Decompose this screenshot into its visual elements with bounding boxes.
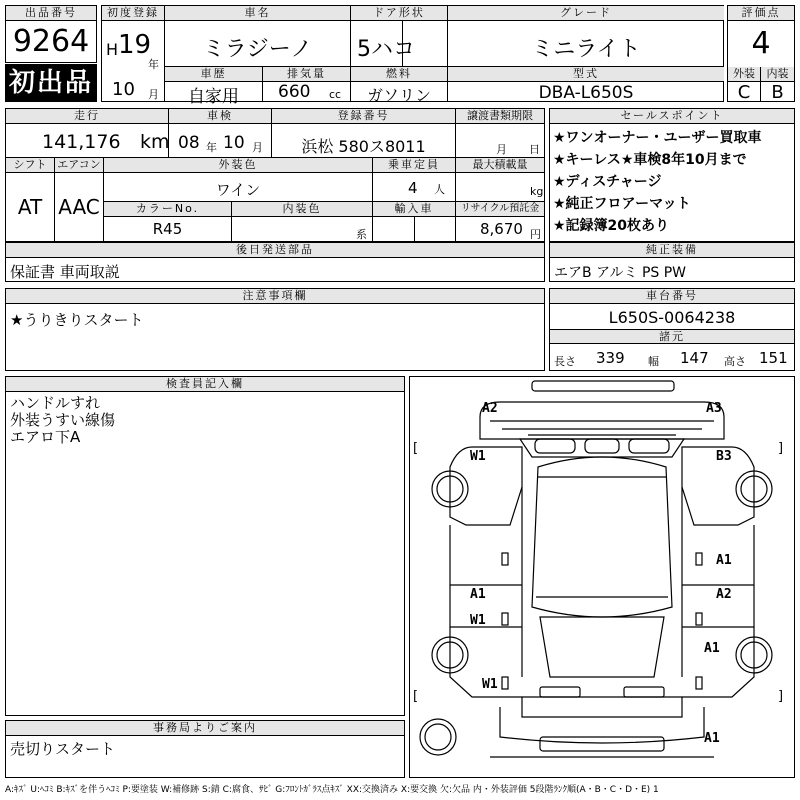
lot-box <box>5 5 97 63</box>
disp-value: 660 <box>278 82 311 102</box>
sales-point-5: ★記録簿20枚あり <box>553 218 670 234</box>
damage-right-a2: A2 <box>716 587 732 602</box>
recycle-unit: 円 <box>530 228 541 241</box>
header-table <box>101 5 724 107</box>
reg-year-unit: 年 <box>148 58 159 71</box>
ac-value: AAC <box>58 195 100 219</box>
fuel-label: 燃料 <box>351 67 447 82</box>
recycle-value: 8,670 <box>480 220 523 238</box>
detail-table <box>5 108 545 242</box>
office-value: 売切りスタート <box>10 740 116 758</box>
later-parts-label: 後日発送部品 <box>6 243 544 258</box>
sales-point-2: ★キーレス★車検8年10月まで <box>553 152 747 168</box>
recycle-label: リサイクル預託金 <box>456 202 544 217</box>
mileage-value: 141,176 <box>42 131 121 153</box>
load-label: 最大積載量 <box>456 158 544 173</box>
bracket-right-top: ] <box>778 441 784 456</box>
reg-era: H <box>106 40 119 59</box>
damage-front-right: A3 <box>706 401 722 416</box>
int-label: 内装 <box>761 67 794 82</box>
score-label: 評価点 <box>728 6 794 21</box>
damage-right-a1: A1 <box>716 553 732 568</box>
inspector-label: 検査員記入欄 <box>6 377 404 392</box>
transfer-day-unit: 日 <box>529 143 540 156</box>
score-box <box>727 5 795 102</box>
color-value: ワイン <box>215 181 261 199</box>
damage-left-a1: A1 <box>470 587 486 602</box>
car-value: ミラジーノ <box>202 37 313 62</box>
office-box <box>5 720 405 778</box>
reg-label: 初度登録 <box>102 6 164 21</box>
later-parts-value: 保証書 車両取説 <box>10 263 120 281</box>
notes-value: ★うりきりスタート <box>10 311 144 329</box>
sales-point-3: ★ディスチャージ <box>553 174 662 190</box>
load-unit: kg <box>530 185 544 198</box>
inspect-year-unit: 年 <box>206 141 217 154</box>
mileage-label: 走行 <box>6 109 168 124</box>
score-value: 4 <box>751 26 771 61</box>
reg-month-unit: 月 <box>148 88 159 101</box>
bracket-left-mid: [ <box>413 689 419 704</box>
intcolor-unit: 系 <box>356 228 367 241</box>
sales-points-box <box>549 108 795 242</box>
disp-label: 排気量 <box>263 67 350 82</box>
length-label: 長さ <box>554 355 576 368</box>
reg-month: 10 <box>112 79 135 100</box>
damage-w1-b: W1 <box>470 613 486 628</box>
door-label: ドア形状 <box>351 6 447 21</box>
equipment-label: 純正装備 <box>550 243 794 258</box>
grade-label: グレード <box>448 6 724 21</box>
intcolor-label: 内装色 <box>232 202 372 217</box>
width-value: 147 <box>680 349 709 367</box>
damage-bottom-a1: A1 <box>704 731 720 746</box>
color-label: 外装色 <box>104 158 372 173</box>
reg-year: 19 <box>118 30 152 60</box>
chassis-value: L650S-0064238 <box>608 308 736 327</box>
inspect-month-unit: 月 <box>252 141 263 154</box>
inspector-line-3: エアロ下A <box>10 428 81 446</box>
model-value: DBA-L650S <box>538 83 634 103</box>
mileage-unit: km <box>140 131 170 153</box>
model-label: 型式 <box>448 67 724 82</box>
door-value: 5ハコ <box>357 37 415 62</box>
capacity-value: 4 <box>408 179 418 197</box>
bracket-right-mid: ] <box>778 689 784 704</box>
office-label: 事務局よりご案内 <box>6 721 404 736</box>
damage-b3: B3 <box>716 449 732 464</box>
fuel-value: ガソリン <box>366 86 431 105</box>
damage-w1-a: W1 <box>470 449 486 464</box>
legend-text: A:ｷｽﾞ U:ﾍｺﾐ B:ｷｽﾞを伴うﾍｺﾐ P:要塗装 W:補修跡 S:錆 C:腐食、ｻﾋﾞ G:ﾌﾛﾝﾄｶﾞﾗｽ点ｷｽﾞ XX:交換済み X:要交換 欠:欠品 内・外装評価 5段階ﾗﾝｸ順(A・B・C・D・E) 1 <box>5 785 659 795</box>
capacity-unit: 人 <box>434 183 445 196</box>
inspector-box <box>5 376 405 716</box>
sales-point-1: ★ワンオーナー・ユーザー買取車 <box>553 130 762 146</box>
plate-value: 浜松 580ス8011 <box>301 137 426 156</box>
import-label: 輸入車 <box>373 202 455 217</box>
car-label: 車名 <box>165 6 350 21</box>
width-label: 幅 <box>648 355 659 368</box>
later-parts-box <box>5 242 545 282</box>
history-label: 車歴 <box>165 67 262 82</box>
disp-unit: cc <box>329 88 342 101</box>
ext-value: C <box>737 82 751 103</box>
shift-value: AT <box>17 195 43 219</box>
height-value: 151 <box>759 349 788 367</box>
car-diagram-box <box>409 376 795 778</box>
sales-points-label: セールスポイント <box>550 109 794 124</box>
equipment-box <box>549 242 795 282</box>
transfer-label: 譲渡書類期限 <box>456 109 544 124</box>
shift-label: シフト <box>6 158 54 173</box>
damage-right-a1-b: A1 <box>704 641 720 656</box>
chassis-box <box>549 288 795 371</box>
inspect-label: 車検 <box>169 109 271 124</box>
history-value: 自家用 <box>188 87 239 107</box>
inspector-line-1: ハンドルすれ <box>10 394 101 412</box>
specs-label: 諸元 <box>550 329 794 344</box>
chassis-label: 車台番号 <box>550 289 794 304</box>
colorno-label: カラーNo. <box>104 202 231 217</box>
grade-value: ミニライト <box>531 37 641 62</box>
inspector-line-2: 外装うすい線傷 <box>10 411 116 429</box>
height-label: 高さ <box>724 355 746 368</box>
colorno-value: R45 <box>152 220 183 238</box>
transfer-month-unit: 月 <box>496 143 507 156</box>
length-value: 339 <box>596 349 625 367</box>
car-diagram <box>410 377 794 777</box>
capacity-label: 乗車定員 <box>373 158 455 173</box>
damage-w1-c: W1 <box>482 677 498 692</box>
int-value: B <box>771 82 784 103</box>
sales-point-4: ★純正フロアーマット <box>553 196 691 212</box>
lot-label: 出品番号 <box>6 6 96 21</box>
first-listing-badge: 初出品 <box>5 64 97 102</box>
notes-label: 注意事項欄 <box>6 289 544 304</box>
inspect-month: 10 <box>223 133 245 153</box>
bracket-left-top: [ <box>413 441 419 456</box>
ac-label: エアコン <box>55 158 103 173</box>
plate-label: 登録番号 <box>272 109 455 124</box>
inspect-year: 08 <box>178 133 200 153</box>
notes-box <box>5 288 545 371</box>
ext-label: 外装 <box>728 67 760 82</box>
damage-front-left: A2 <box>482 401 498 416</box>
equipment-value: エアB アルミ PS PW <box>554 265 687 281</box>
lot-value: 9264 <box>12 24 90 59</box>
